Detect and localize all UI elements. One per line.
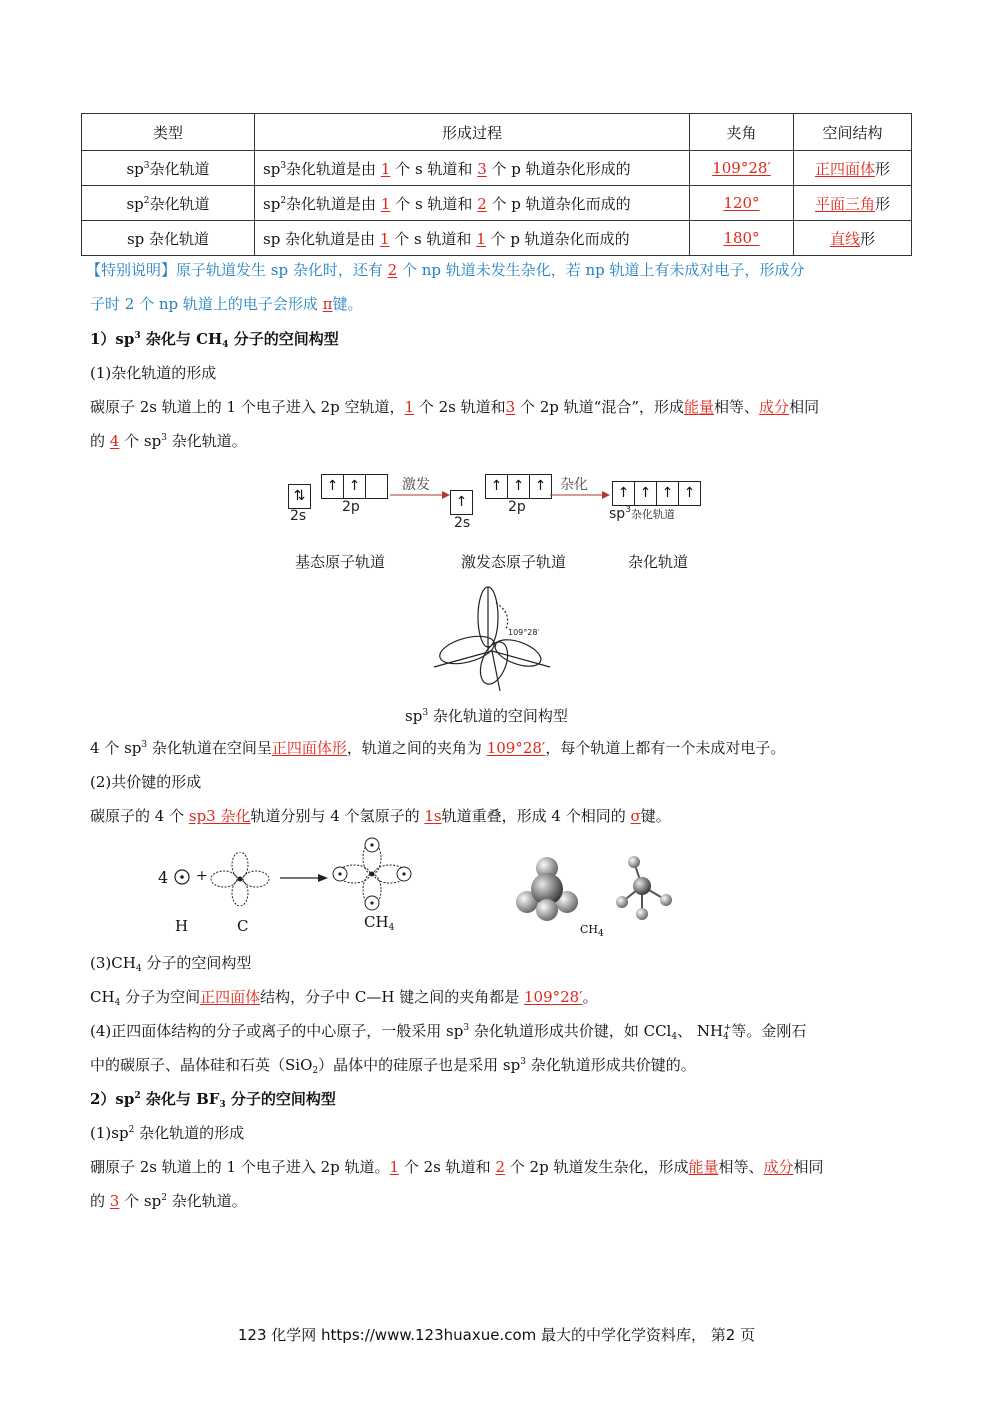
row-process: sp 杂化轨道是由 1 个 s 轨道和 1 个 p 轨道杂化而成的 <box>255 221 690 256</box>
orbital-label-2p: 2p <box>508 499 526 515</box>
orbital-box: ↑ <box>343 474 366 499</box>
figure-caption-sp3: $sp^3$ 杂化轨道的空间构型 <box>405 707 568 725</box>
caption-excited-state: 激发态原子轨道 <box>461 553 567 571</box>
model-label-CH4: $CH_4$ <box>580 923 604 939</box>
col-header-process: 形成过程 <box>255 114 690 151</box>
paragraph: $CH_4$ 分子为空间正四面体结构，分子中 C—H 键之间的夹角都是 109°28′。 <box>90 988 598 1008</box>
excite-label: 激发 <box>402 477 430 493</box>
angle-label: 109°28′ <box>508 628 540 637</box>
hybrid-orbital-table <box>81 113 912 256</box>
page-footer: 123 化学网 https://www.123huaxue.com 最大的中学化学资料库， 第2 页 <box>237 1326 756 1344</box>
col-header-type: 类型 <box>82 114 255 151</box>
paragraph: 4 个 $sp^3$ 杂化轨道在空间呈正四面体形，轨道之间的夹角为 109°28′，每个轨道上都有一个未成对电子。 <box>90 739 786 757</box>
caption-hybrid-orbital: 杂化轨道 <box>628 553 689 571</box>
orbital-label-2s: 2s <box>454 515 471 531</box>
subheading-ch4-structure: $(3)CH_4$ 分子的空间构型 <box>90 954 252 974</box>
row-type: $sp^3$杂化轨道 <box>82 151 255 186</box>
row-structure: 直线形 <box>794 221 912 256</box>
table-row <box>82 186 912 221</box>
caption-ground-state: 基态原子轨道 <box>295 553 386 571</box>
orbital-box: ↑ <box>507 474 530 499</box>
subheading-orbital-formation: (1)杂化轨道的形成 <box>90 364 217 382</box>
orbital-box: ↑ <box>634 481 657 506</box>
orbital-box: ⇅ <box>288 484 311 509</box>
special-note-line2: 子时 2 个 np 轨道上的电子会形成 π键。 <box>90 295 363 313</box>
orbital-label-2p: 2p <box>342 499 360 515</box>
paragraph: 碳原子的 4 个 sp3 杂化轨道分别与 4 个氢原子的 1s轨道重叠，形成 4 个相同的 σ键。 <box>90 807 671 825</box>
hydrogen-atom <box>173 866 193 888</box>
orbital-label-sp3: $sp^3$杂化轨道 <box>609 505 675 522</box>
special-note-line1: 【特别说明】原子轨道发生 sp 杂化时，还有 2 个 np 轨道未发生杂化，若 np 轨道上有未成对电子，形成分 <box>86 261 805 279</box>
orbital-box: ↑ <box>321 474 344 499</box>
reaction-arrow <box>280 872 328 884</box>
table-row <box>82 221 912 256</box>
orbital-box: ↑ <box>656 481 679 506</box>
hybridize-label: 杂化 <box>560 477 588 493</box>
paragraph: (4)正四面体结构的分子或离子的中心原子，一般采用 $sp^3$ 杂化轨道形成共价键，如 CCl$_4$、 $NH_4^+$等。金刚石 <box>90 1022 807 1042</box>
row-angle: 120° <box>690 186 794 221</box>
subheading-sp2-formation: $(1)sp^2$ 杂化轨道的形成 <box>90 1124 245 1142</box>
row-type: sp 杂化轨道 <box>82 221 255 256</box>
row-process: $sp^2$杂化轨道是由 1 个 s 轨道和 2 个 p 轨道杂化而成的 <box>255 186 690 221</box>
ch4-orbital-overlap <box>330 836 414 912</box>
row-angle: 180° <box>690 221 794 256</box>
paragraph: 中的碳原子、晶体硅和石英（SiO$_2$）晶体中的硅原子也是采用 $sp^3$ 杂化轨道形成共价键的。 <box>90 1056 696 1076</box>
row-structure: 平面三角形 <box>794 186 912 221</box>
paragraph: 的 3 个 $sp^2$ 杂化轨道。 <box>90 1192 247 1210</box>
ch4-space-filling-model <box>512 856 582 922</box>
sp3-orbital-figure <box>430 585 570 695</box>
section2-heading: $2)sp^2$ 杂化与 $BF_3$ 分子的空间构型 <box>90 1090 336 1110</box>
orbital-box: ↑ <box>450 490 473 515</box>
subheading-bond-formation: (2)共价键的形成 <box>90 773 202 791</box>
label-C: C <box>237 917 249 935</box>
paragraph: 的 4 个 $sp^3$ 杂化轨道。 <box>90 432 247 450</box>
paragraph: 硼原子 2s 轨道上的 1 个电子进入 2p 轨道。1 个 2s 轨道和 2 个 2p 轨道发生杂化，形成能量相等、成分相同 <box>90 1158 824 1176</box>
table-row <box>82 151 912 186</box>
paragraph: 碳原子 2s 轨道上的 1 个电子进入 2p 空轨道，1 个 2s 轨道和3 个 2p 轨道“混合”，形成能量相等、成分相同 <box>90 398 820 416</box>
orbital-box: ↑ <box>529 474 552 499</box>
table-header-row <box>82 114 912 151</box>
ch4-ball-stick-model <box>612 854 678 924</box>
orbital-box: ↑ <box>678 481 701 506</box>
row-angle: 109°28′ <box>690 151 794 186</box>
orbital-box <box>365 474 388 499</box>
col-header-structure: 空间结构 <box>794 114 912 151</box>
label-H: H <box>175 917 189 935</box>
carbon-orbitals <box>210 852 270 906</box>
orbital-label-2s: 2s <box>290 508 307 524</box>
label-CH4: $CH_4$ <box>364 913 395 933</box>
orbital-box: ↑ <box>612 481 635 506</box>
col-header-angle: 夹角 <box>690 114 794 151</box>
reaction-arrows <box>390 488 610 502</box>
orbital-box: ↑ <box>485 474 508 499</box>
plus-sign: + <box>196 868 208 884</box>
row-process: $sp^3$杂化轨道是由 1 个 s 轨道和 3 个 p 轨道杂化形成的 <box>255 151 690 186</box>
coefficient: 4 <box>158 868 169 887</box>
row-type: $sp^2$杂化轨道 <box>82 186 255 221</box>
row-structure: 正四面体形 <box>794 151 912 186</box>
section1-heading: $1)sp^3$ 杂化与 $CH_4$ 分子的空间构型 <box>90 330 339 350</box>
